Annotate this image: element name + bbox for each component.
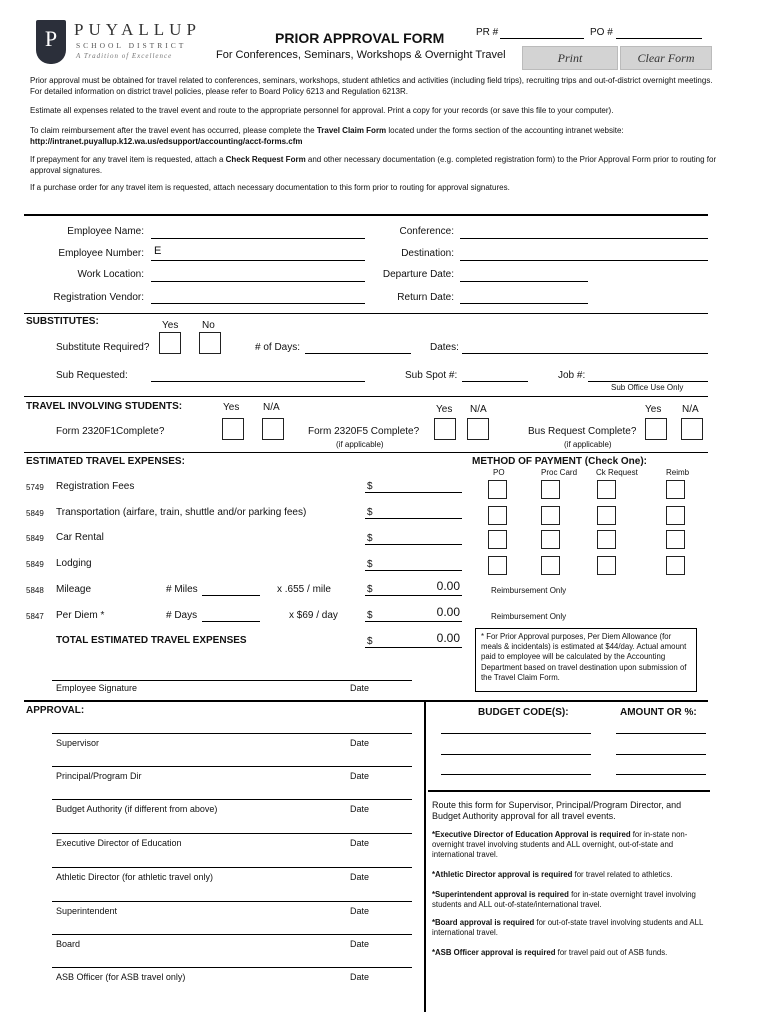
instruction-travel-policy: Prior approval must be obtained for travel related to conferences, seminars, workshops, student athletics and activities (including field trips), recruiting trips and out-of-district overnight meetings. For detailed information on district travel policies, please refer to Board Policy 6213 and Regulation 6213R.: [30, 76, 713, 96]
budget-code-input[interactable]: [441, 754, 591, 755]
approval-requirement-bold: *Board approval is required: [432, 918, 535, 927]
sub-dates-input[interactable]: [462, 353, 708, 354]
instruction-prepayment-text: If prepayment for any travel item is requested, attach a: [30, 155, 226, 164]
expense-code: 5848: [26, 586, 44, 595]
section-divider: [24, 452, 708, 453]
form-f5-note: (if applicable): [336, 440, 384, 449]
approval-requirement-note: [432, 890, 704, 910]
form-f1-label: Form 2320F1Complete?: [56, 426, 165, 437]
total-expenses-value: 0.00: [436, 631, 460, 645]
logo-name: PUYALLUP: [74, 20, 201, 39]
instruction-reimbursement-text: To claim reimbursement after the travel event has occurred, please complete the: [30, 126, 317, 135]
pay-col-proc-card: Proc Card: [541, 468, 578, 477]
lodging-reimb-checkbox[interactable]: [666, 556, 685, 575]
approval-requirement-bold: *Superintendent approval is required: [432, 890, 569, 899]
form-f1-yes-checkbox[interactable]: [222, 418, 244, 440]
approval-requirement-note: [432, 918, 704, 938]
job-input[interactable]: [588, 381, 708, 382]
approval-signature-line[interactable]: [52, 733, 412, 734]
mileage-amount-value: 0.00: [436, 579, 460, 593]
employee-number-label: Employee Number:: [58, 248, 144, 259]
expense-code: 5849: [26, 509, 44, 518]
pay-col-reimb: Reimb: [666, 468, 690, 477]
sub-required-no-checkbox[interactable]: [199, 332, 221, 354]
total-expenses-field: [365, 647, 462, 648]
sub-spot-input[interactable]: [462, 381, 528, 382]
approval-signature-line[interactable]: [52, 967, 412, 968]
print-button[interactable]: Print: [522, 46, 618, 70]
approval-requirement-text: for in-state overnight travel involving students and ALL out-of-state/international travel.: [432, 890, 696, 909]
amount-heading: AMOUNT OR %:: [620, 707, 697, 718]
approval-heading: APPROVAL:: [26, 705, 85, 716]
departure-date-label: Departure Date:: [382, 269, 454, 280]
miles-input[interactable]: [202, 595, 260, 596]
expense-label-lodging: Lodging: [56, 558, 92, 569]
employee-name-label: Employee Name:: [67, 226, 144, 237]
route-note: Route this form for Supervisor, Principal/Program Director, and Budget Authority approval for all travel events.: [432, 800, 682, 821]
po-label: PO #: [590, 27, 613, 38]
budget-code-heading: BUDGET CODE(S):: [478, 707, 569, 718]
travel-claim-form-ref: Travel Claim Form: [316, 126, 387, 135]
instruction-reimbursement-text2: located under the forms section of the accounting intranet website:: [386, 126, 624, 135]
approval-signature-line[interactable]: [52, 901, 412, 902]
clear-form-button[interactable]: Clear Form: [620, 46, 712, 70]
amount-input[interactable]: [616, 774, 706, 775]
logo-sub: SCHOOL DISTRICT: [76, 41, 187, 50]
mileage-reimb-note: Reimbursement Only: [491, 586, 567, 595]
approval-requirement-note: [432, 830, 704, 860]
per-diem-days-label: # Days: [166, 610, 198, 621]
registration-po-checkbox[interactable]: [488, 480, 507, 499]
bus-request-label: Bus Request Complete?: [528, 426, 637, 437]
approval-signature-line[interactable]: [52, 867, 412, 868]
instruction-purchase-order: If a purchase order for any travel item is requested, attach necessary documentation to this form prior to routing for approval signatures.: [30, 183, 510, 192]
days-label: # of Days:: [255, 342, 301, 353]
approval-signer-label: Principal/Program Dir: [56, 771, 142, 781]
approval-signature-line[interactable]: [52, 766, 412, 767]
sub-requested-label: Sub Requested:: [56, 370, 128, 381]
amount-input[interactable]: [616, 733, 706, 734]
approval-date-label: Date: [350, 738, 370, 748]
approval-notes-box: [428, 790, 710, 974]
dollar-sign: $: [367, 584, 373, 595]
registration-proc-card-checkbox[interactable]: [541, 480, 560, 499]
form-f5-na-checkbox[interactable]: [467, 418, 489, 440]
car-rental-ck-request-checkbox[interactable]: [597, 530, 616, 549]
section-divider: [24, 700, 708, 702]
mileage-rate: x .655 / mile: [277, 584, 331, 595]
registration-reimb-checkbox[interactable]: [666, 480, 685, 499]
dollar-sign: $: [367, 507, 373, 518]
pay-col-po: PO: [493, 468, 505, 477]
form-f1-na-checkbox[interactable]: [262, 418, 284, 440]
per-diem-amount-value: 0.00: [436, 605, 460, 619]
per-diem-reimb-note: Reimbursement Only: [491, 612, 567, 621]
approval-signer-label: Executive Director of Education: [56, 838, 182, 848]
approval-signer-label: Supervisor: [56, 738, 100, 748]
expense-label-mileage: Mileage: [56, 584, 92, 595]
instruction-estimate: Estimate all expenses related to the travel event and route to the appropriate personnel for approval. Print a copy for your records (or save this file to your computer).: [30, 106, 614, 115]
transportation-proc-card-checkbox[interactable]: [541, 506, 560, 525]
approval-date-label: Date: [350, 872, 370, 882]
employee-signature-label: Employee Signature: [56, 683, 138, 693]
sub-no-label: No: [202, 320, 215, 331]
bus-yes-checkbox[interactable]: [645, 418, 667, 440]
accounting-intranet-link[interactable]: http://intranet.puyallup.k12.wa.us/edsupport/accounting/acct-forms.cfm: [30, 137, 303, 146]
expense-label-transportation: Transportation (airfare, train, shuttle and/or parking fees): [56, 507, 307, 518]
instruction-reimbursement: [30, 125, 720, 147]
lodging-ck-request-checkbox[interactable]: [597, 556, 616, 575]
departure-date-input[interactable]: [460, 281, 588, 282]
dollar-sign: $: [367, 481, 373, 492]
approval-requirement-note: [432, 870, 704, 880]
approval-signature-line[interactable]: [52, 934, 412, 935]
approval-requirement-text: for out-of-state travel involving students and ALL international travel.: [432, 918, 704, 937]
approval-requirement-text: for travel paid out of ASB funds.: [555, 948, 668, 957]
mileage-amount-input[interactable]: [365, 595, 462, 596]
expense-code: 5849: [26, 534, 44, 543]
section-divider: [24, 313, 708, 314]
expense-label-car-rental: Car Rental: [56, 532, 104, 543]
days-input[interactable]: [305, 353, 411, 354]
sub-required-yes-checkbox[interactable]: [159, 332, 181, 354]
approval-date-label: Date: [350, 804, 370, 814]
approval-signature-line[interactable]: [52, 799, 412, 800]
bus-yes-label: Yes: [645, 404, 662, 415]
conference-input[interactable]: [460, 238, 708, 239]
approval-signer-label: Superintendent: [56, 906, 118, 916]
f5-na-label: N/A: [470, 404, 487, 415]
dollar-sign: $: [367, 636, 373, 647]
registration-ck-request-checkbox[interactable]: [597, 480, 616, 499]
logo-letter: P: [44, 26, 58, 51]
section-divider: [24, 214, 708, 216]
form-f5-yes-checkbox[interactable]: [434, 418, 456, 440]
expense-label-per-diem: Per Diem *: [56, 610, 105, 621]
approval-date-label: Date: [350, 972, 370, 982]
destination-input[interactable]: [460, 260, 708, 261]
logo-shield: [36, 20, 66, 64]
form-title: PRIOR APPROVAL FORM: [275, 30, 445, 46]
pay-col-ck-request: Ck Request: [596, 468, 638, 477]
bus-na-label: N/A: [682, 404, 699, 415]
approval-requirement-bold: *ASB Officer approval is required: [432, 948, 556, 957]
return-date-label: Return Date:: [397, 292, 454, 303]
employee-name-input[interactable]: [151, 238, 365, 239]
approval-date-label: Date: [350, 771, 370, 781]
logo-tagline: A Tradition of Excellence: [76, 52, 173, 60]
employee-number-value: E: [154, 245, 162, 257]
approval-signature-line[interactable]: [52, 833, 412, 834]
per-diem-rate: x $69 / day: [289, 610, 338, 621]
lodging-po-checkbox[interactable]: [488, 556, 507, 575]
sub-yes-label: Yes: [162, 320, 179, 331]
substitutes-heading: SUBSTITUTES:: [26, 316, 99, 327]
transportation-amount-input[interactable]: [365, 518, 462, 519]
approval-requirement-bold: *Executive Director of Education Approval is required: [432, 830, 631, 839]
total-expenses-label: TOTAL ESTIMATED TRAVEL EXPENSES: [56, 635, 247, 646]
expenses-heading: ESTIMATED TRAVEL EXPENSES:: [26, 456, 185, 467]
sub-requested-input[interactable]: [151, 381, 365, 382]
approval-signer-label: Athletic Director (for athletic travel only): [56, 872, 214, 882]
dollar-sign: $: [367, 610, 373, 621]
job-label: Job #:: [558, 370, 586, 381]
per-diem-note: * For Prior Approval purposes, Per Diem Allowance (for meals & incidentals) is estimated at $44/day. Actual amount paid to employee will be calculated by the Accounting Department based on travel destination upon submission of the Travel Claim Form.: [481, 632, 687, 682]
instruction-prepayment-text2: and other necessary documentation (e.g. completed registration form) to the Prior Approval Form prior to routing for approval signatures.: [30, 155, 717, 175]
approval-date-label: Date: [350, 939, 370, 949]
district-logo: [36, 20, 201, 68]
lodging-proc-card-checkbox[interactable]: [541, 556, 560, 575]
expense-code: 5847: [26, 612, 44, 621]
approval-vertical-divider: [424, 700, 426, 1012]
approval-requirement-bold: *Athletic Director approval is required: [432, 870, 573, 879]
approval-requirement-note: [432, 948, 704, 958]
sub-office-note: Sub Office Use Only: [611, 383, 684, 392]
sub-spot-label: Sub Spot #:: [405, 370, 458, 381]
car-rental-proc-card-checkbox[interactable]: [541, 530, 560, 549]
approval-date-label: Date: [350, 906, 370, 916]
budget-code-input[interactable]: [441, 733, 591, 734]
substitute-required-label: Substitute Required?: [56, 342, 150, 353]
employee-signature-date-label: Date: [350, 683, 370, 693]
f1-na-label: N/A: [263, 402, 280, 413]
employee-number-input[interactable]: [151, 260, 365, 261]
destination-label: Destination:: [401, 248, 454, 259]
students-heading: TRAVEL INVOLVING STUDENTS:: [26, 401, 183, 412]
registration-vendor-input[interactable]: [151, 303, 365, 304]
work-location-input[interactable]: [151, 281, 365, 282]
transportation-po-checkbox[interactable]: [488, 506, 507, 525]
per-diem-amount-input[interactable]: [365, 621, 462, 622]
payment-heading: METHOD OF PAYMENT (Check One):: [472, 456, 648, 467]
pr-input[interactable]: [500, 38, 584, 39]
bus-request-note: (if applicable): [564, 440, 612, 449]
budget-code-input[interactable]: [441, 774, 591, 775]
section-divider: [24, 396, 708, 397]
bus-na-checkbox[interactable]: [681, 418, 703, 440]
per-diem-note-box: [475, 628, 697, 692]
approval-requirement-text: for travel related to athletics.: [572, 870, 673, 879]
approval-date-label: Date: [350, 838, 370, 848]
amount-input[interactable]: [616, 754, 706, 755]
dollar-sign: $: [367, 533, 373, 544]
per-diem-days-input[interactable]: [202, 621, 260, 622]
po-input[interactable]: [616, 38, 702, 39]
check-request-form-ref: Check Request Form: [225, 155, 306, 164]
conference-label: Conference:: [399, 226, 454, 237]
employee-signature-line[interactable]: [52, 680, 412, 681]
form-subtitle: For Conferences, Seminars, Workshops & Overnight Travel: [216, 49, 506, 61]
registration-vendor-label: Registration Vendor:: [53, 292, 144, 303]
approval-signer-label: Budget Authority (if different from above): [56, 804, 218, 814]
transportation-reimb-checkbox[interactable]: [666, 506, 685, 525]
approval-signer-label: Board: [56, 939, 81, 949]
form-f5-label: Form 2320F5 Complete?: [308, 426, 420, 437]
car-rental-reimb-checkbox[interactable]: [666, 530, 685, 549]
approval-requirement-text: for in-state non-overnight travel involving students and ALL overnight, out-of-state and international travel.: [432, 830, 688, 859]
lodging-amount-input[interactable]: [365, 570, 462, 571]
expense-code: 5849: [26, 560, 44, 569]
work-location-label: Work Location:: [77, 269, 144, 280]
expense-label-registration: Registration Fees: [56, 481, 135, 492]
approval-signer-label: ASB Officer (for ASB travel only): [56, 972, 186, 982]
f1-yes-label: Yes: [223, 402, 240, 413]
instruction-prepayment: [30, 154, 720, 176]
pr-label: PR #: [476, 27, 499, 38]
expense-code: 5749: [26, 483, 44, 492]
car-rental-po-checkbox[interactable]: [488, 530, 507, 549]
transportation-ck-request-checkbox[interactable]: [597, 506, 616, 525]
sub-dates-label: Dates:: [430, 342, 459, 353]
miles-label: # Miles: [166, 584, 198, 595]
return-date-input[interactable]: [460, 303, 588, 304]
f5-yes-label: Yes: [436, 404, 453, 415]
car-rental-amount-input[interactable]: [365, 544, 462, 545]
registration-amount-input[interactable]: [365, 492, 462, 493]
dollar-sign: $: [367, 559, 373, 570]
